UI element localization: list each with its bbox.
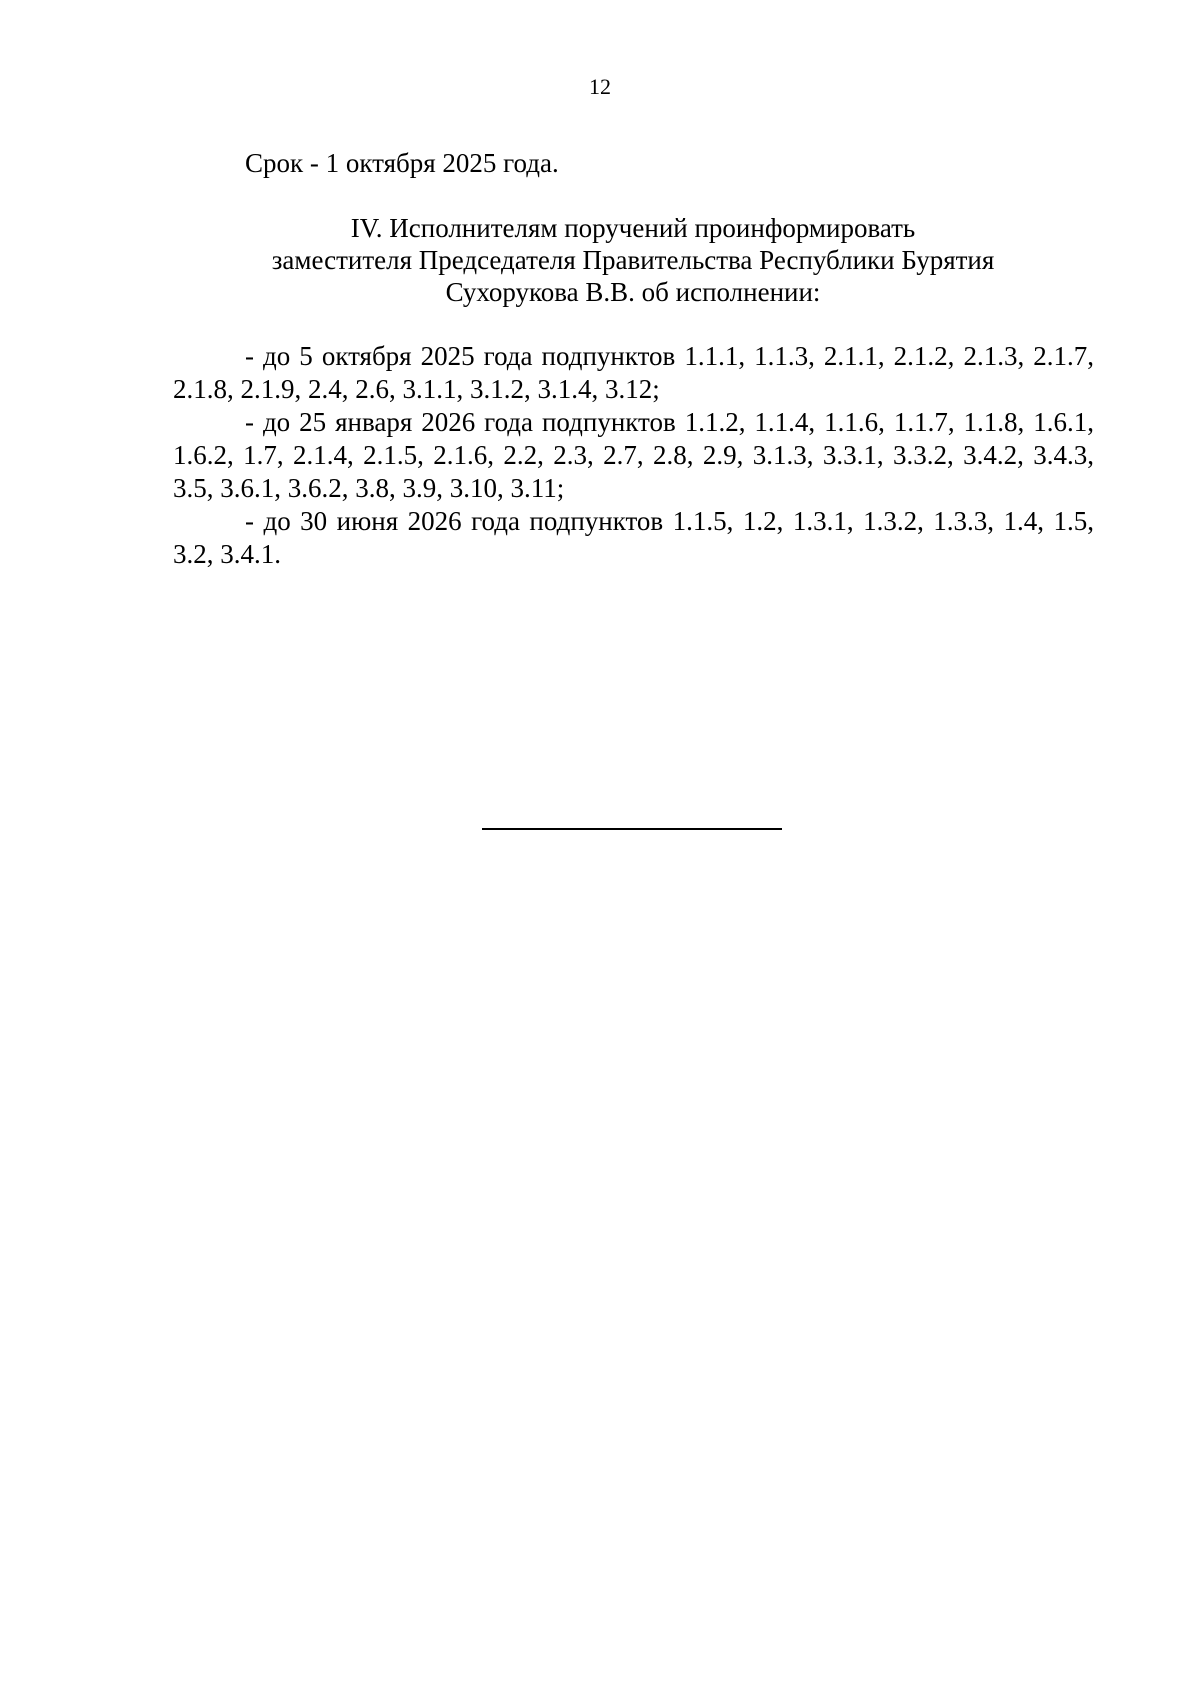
section-heading-line-2: заместителя Председателя Правительства Республики Бурятия	[271, 245, 995, 275]
reporting-items-list	[173, 340, 1094, 571]
section-heading-line-1: IV. Исполнителям поручений проинформировать	[350, 213, 916, 243]
deadline-line: Срок - 1 октября 2025 года.	[245, 148, 559, 178]
reporting-item-october-2025: - до 5 октября 2025 года подпунктов 1.1.1, 1.1.3, 2.1.1, 2.1.2, 2.1.3, 2.1.7, 2.1.8, 2.1.9, 2.4, 2.6, 3.1.1, 3.1.2, 3.1.4, 3.12;	[173, 341, 1094, 404]
page-number: 12	[589, 74, 611, 99]
reporting-item-january-2026: - до 25 января 2026 года подпунктов 1.1.2, 1.1.4, 1.1.6, 1.1.7, 1.1.8, 1.6.1, 1.6.2, 1.7, 2.1.4, 2.1.5, 2.1.6, 2.2, 2.3, 2.7, 2.8, 2.9, 3.1.3, 3.3.1, 3.3.2, 3.4.2, 3.4.3, 3.5, 3.6.1, 3.6.2, 3.8, 3.9, 3.10, 3.11;	[173, 407, 1094, 503]
section-heading	[170, 212, 1096, 308]
section-heading-line-3: Сухорукова В.В. об исполнении:	[445, 277, 821, 307]
end-separator-line	[482, 828, 782, 830]
reporting-item-june-2026: - до 30 июня 2026 года подпунктов 1.1.5, 1.2, 1.3.1, 1.3.2, 1.3.3, 1.4, 1.5, 3.2, 3.4.1.	[173, 506, 1094, 569]
